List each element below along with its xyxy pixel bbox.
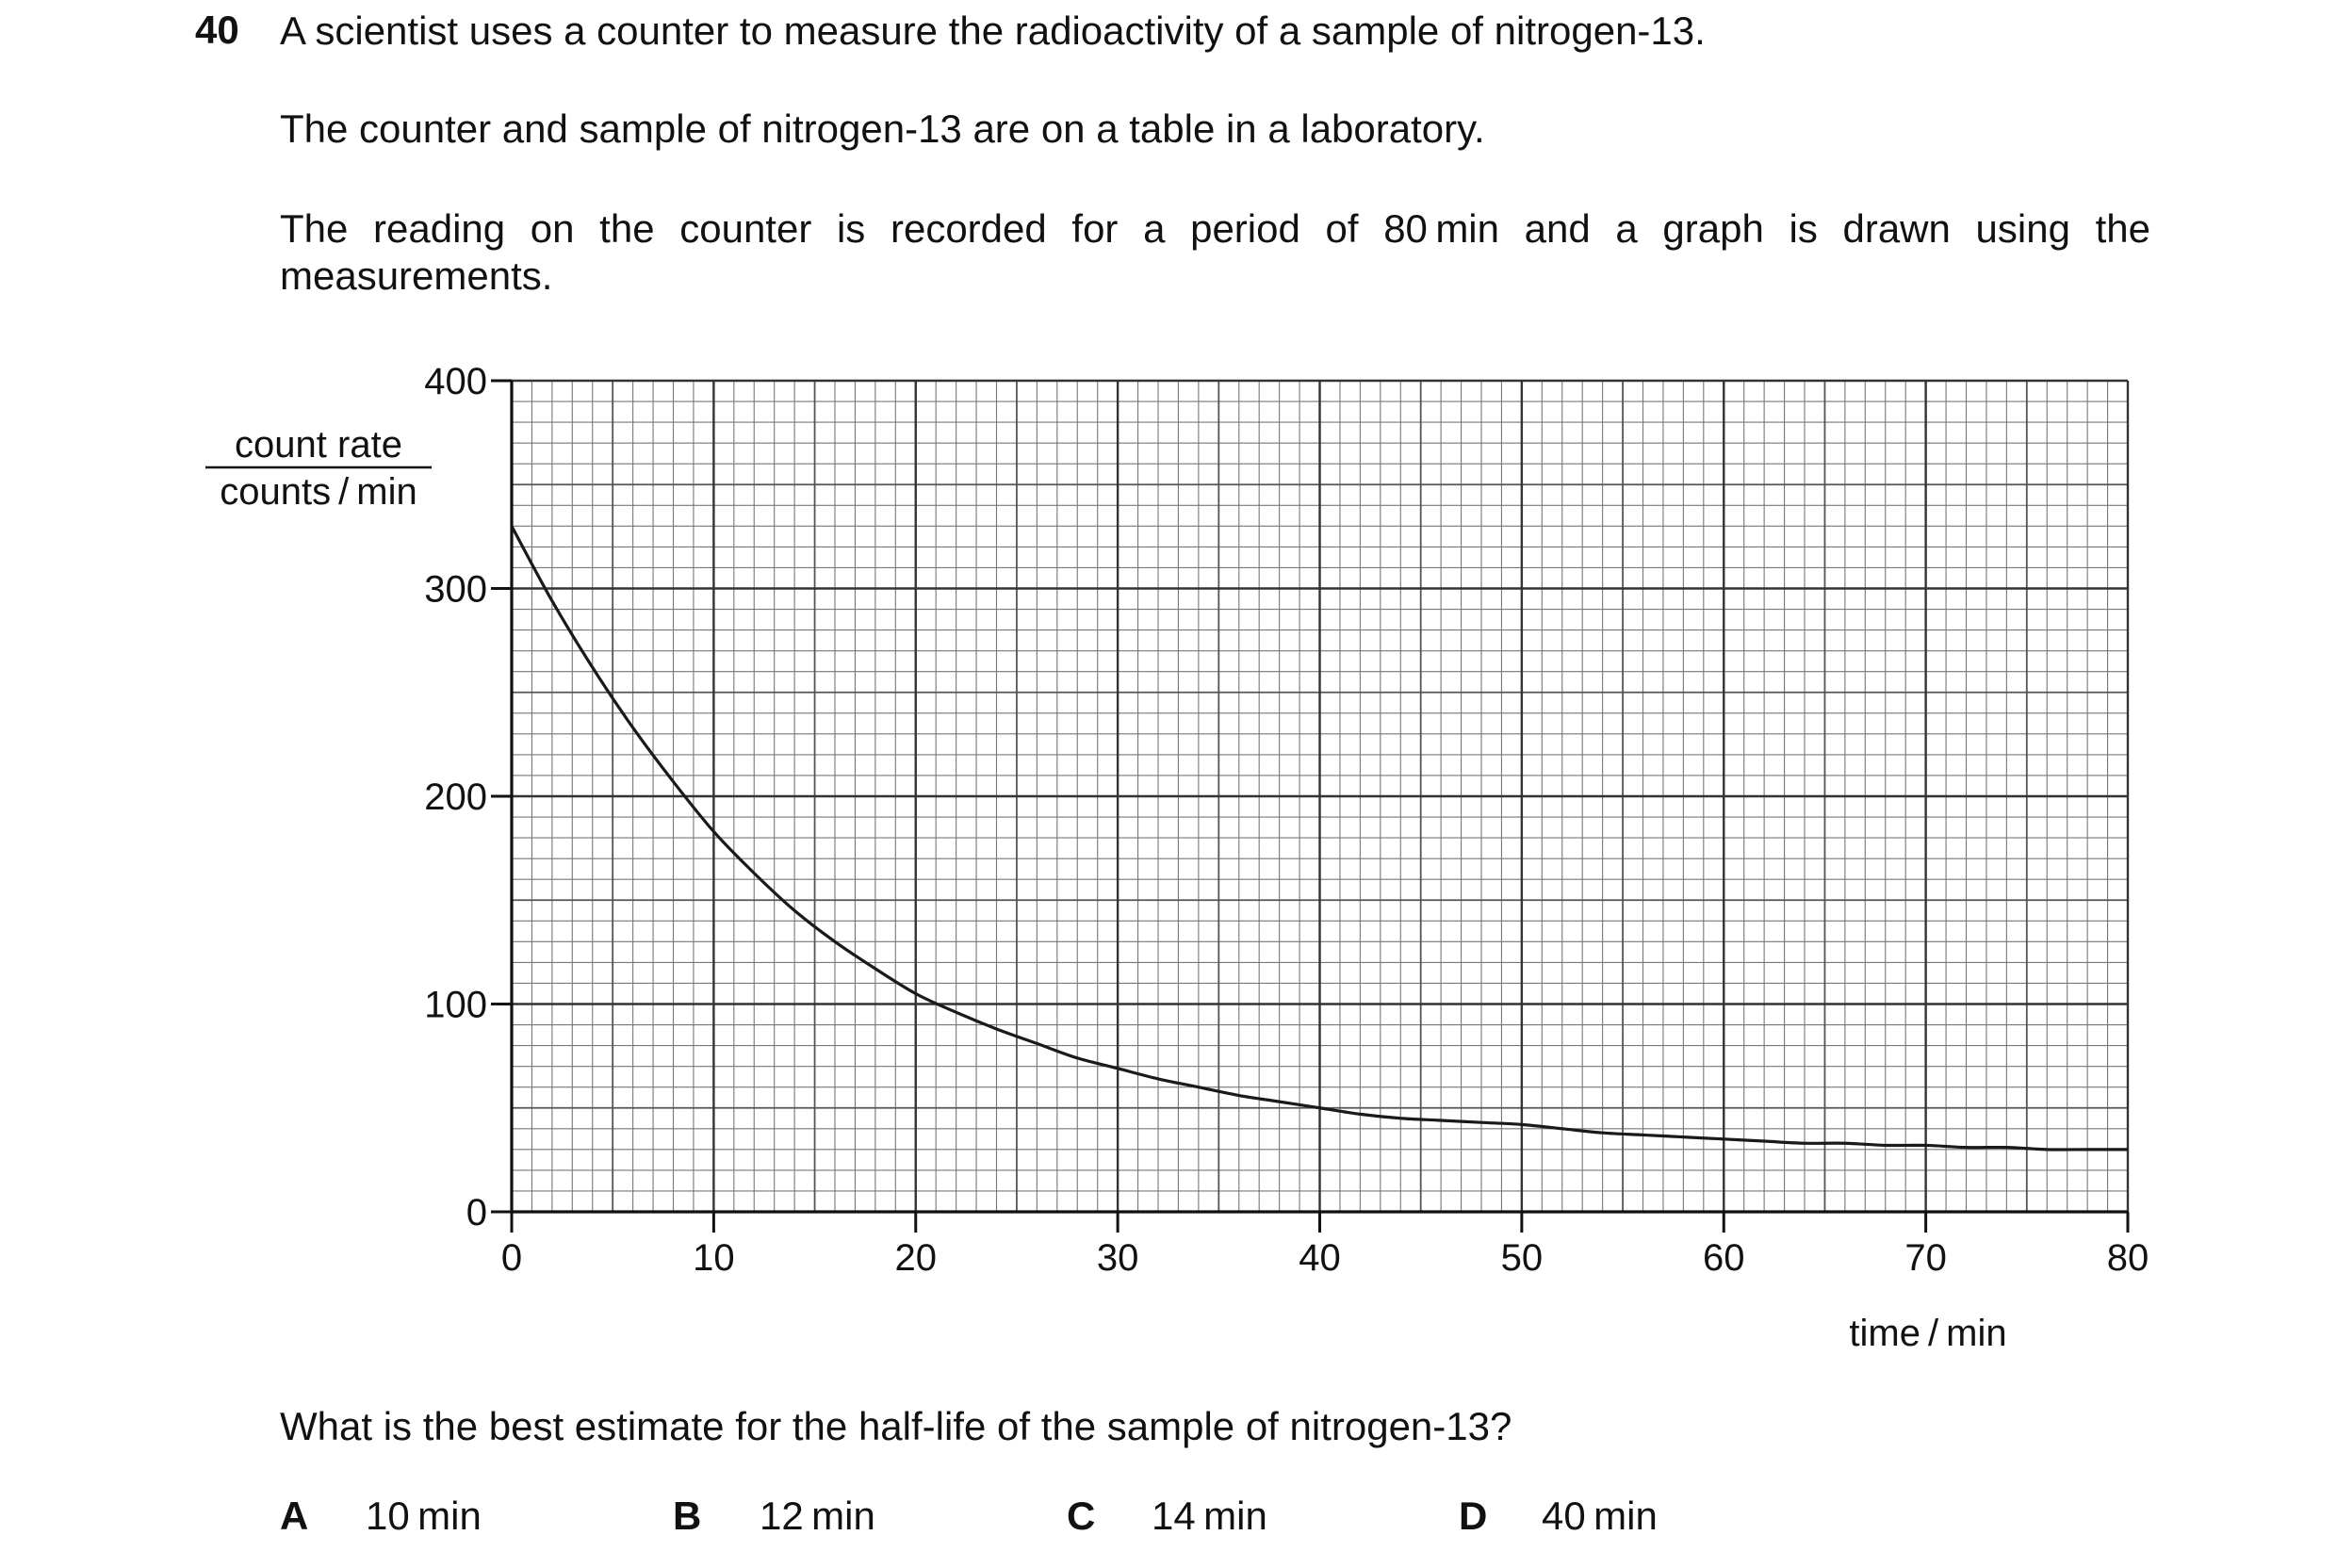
y-tick-label: 100 [424, 984, 487, 1026]
tick-labels [424, 361, 2149, 1279]
x-tick-label: 30 [1096, 1237, 1139, 1279]
setup-text: The counter and sample of nitrogen-13 are on a table in a laboratory. [280, 106, 1485, 151]
x-tick-label: 40 [1299, 1237, 1341, 1279]
question-number: 40 [195, 8, 239, 52]
axes [491, 381, 2128, 1233]
y-tick-label: 400 [424, 361, 487, 402]
x-tick-label: 50 [1500, 1237, 1544, 1279]
y-axis-label-top: count rate [235, 424, 402, 466]
option-a-text: 10 min [366, 1494, 482, 1538]
question-text: What is the best estimate for the half-life of the sample of nitrogen-13? [280, 1404, 1512, 1448]
y-tick-label: 300 [424, 568, 487, 611]
procedure-text: The reading on the counter is recorded for a period of 80 min and a graph is drawn using the measurements. [280, 206, 2150, 298]
option-c-text: 14 min [1152, 1494, 1267, 1538]
option-d-text: 40 min [1542, 1494, 1658, 1538]
option-d-letter: D [1459, 1494, 1488, 1538]
option-c-letter: C [1067, 1494, 1096, 1538]
intro-text: A scientist uses a counter to measure the radioactivity of a sample of nitrogen-13. [280, 8, 1706, 53]
y-tick-label: 0 [466, 1192, 487, 1233]
y-axis-label-bottom: counts / min [220, 471, 417, 513]
x-tick-label: 0 [500, 1237, 523, 1279]
option-a-letter: A [280, 1494, 309, 1538]
x-tick-label: 10 [693, 1237, 735, 1279]
option-b-letter: B [673, 1494, 702, 1538]
x-axis-label: time / min [1849, 1313, 2007, 1354]
x-tick-label: 80 [2106, 1237, 2149, 1279]
x-tick-label: 20 [894, 1237, 937, 1279]
x-tick-label: 60 [1703, 1237, 1745, 1279]
x-tick-label: 70 [1904, 1237, 1947, 1279]
option-b-text: 12 min [760, 1494, 875, 1538]
y-tick-label: 200 [424, 776, 487, 818]
